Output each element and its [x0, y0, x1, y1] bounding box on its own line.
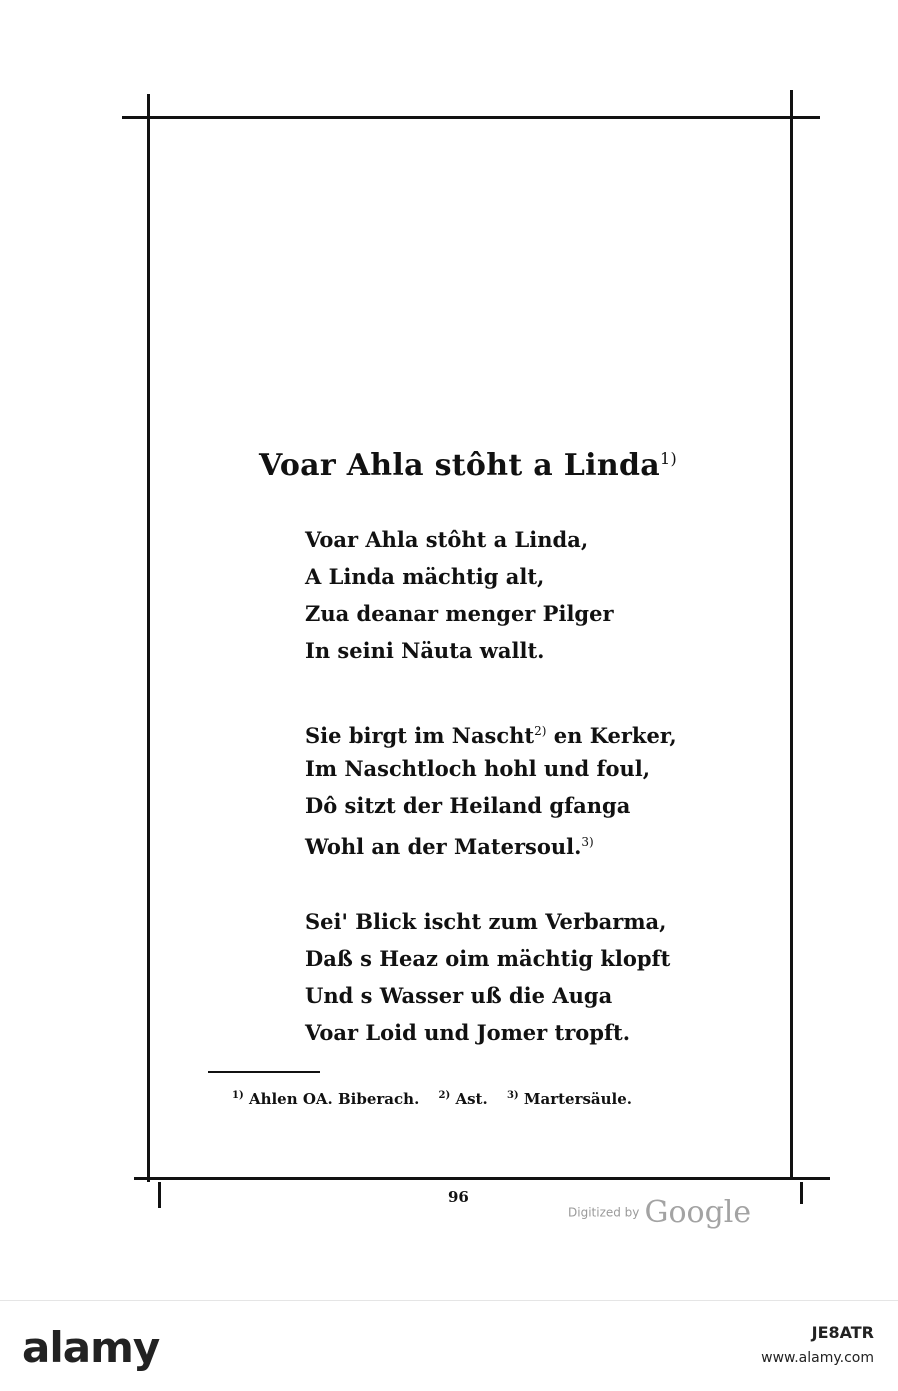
frame-bottom-rule: [134, 1177, 830, 1180]
stanza-3: [305, 903, 705, 1051]
verse-line: [305, 977, 705, 1014]
verse-text: Wohl an der Matersoul.: [305, 834, 582, 859]
digitized-watermark: [568, 1195, 751, 1230]
footnote-ref-2: 2): [534, 724, 547, 738]
footnote-mark: 3): [506, 1090, 519, 1101]
verse-line: [305, 521, 705, 558]
verse-line: [305, 713, 705, 750]
verse-line: [305, 787, 705, 824]
footnote-mark: 2): [438, 1090, 451, 1101]
digitized-prefix: Digitized by: [568, 1205, 640, 1220]
footnote-text: Ast.: [455, 1090, 488, 1108]
stanza-1: [305, 521, 705, 669]
footnote-text: Martersäule.: [523, 1090, 633, 1108]
verse-text: Im Naschtloch hohl und foul,: [305, 756, 651, 781]
verse-text: In seini Näuta wallt.: [305, 638, 545, 663]
stock-logo: alamy: [22, 1323, 160, 1372]
verse-line: [305, 824, 705, 861]
stock-id-block: [761, 1323, 874, 1366]
frame-left-rule: [147, 94, 150, 1182]
verse-line: [305, 903, 705, 940]
verse-line: [305, 595, 705, 632]
footnotes: [232, 1090, 692, 1108]
frame-left-tick: [158, 1182, 161, 1208]
footnote-ref-3: 3): [581, 835, 594, 849]
verse-text-continued: en Kerker,: [546, 723, 677, 748]
frame-right-rule: [790, 90, 793, 1180]
verse-line: [305, 558, 705, 595]
verse-text: Zua deanar menger Pilger: [305, 601, 614, 626]
verse-text: Und s Wasser uß die Auga: [305, 983, 613, 1008]
frame-right-tick: [800, 1182, 803, 1204]
poem-title: [259, 448, 719, 483]
stanza-2: [305, 713, 705, 861]
footnote-text: Ahlen OA. Biberach.: [248, 1090, 420, 1108]
poem-title-note: 1): [659, 449, 677, 468]
stock-footer-bar: [0, 1300, 898, 1391]
digitized-brand: Google: [644, 1195, 752, 1230]
verse-text: A Linda mächtig alt,: [305, 564, 545, 589]
stock-url: www.alamy.com: [761, 1350, 874, 1366]
verse-text: Daß s Heaz oim mächtig klopft: [305, 946, 671, 971]
verse-text: Dô sitzt der Heiland gfanga: [305, 793, 631, 818]
verse-text: Voar Loid und Jomer tropft.: [305, 1020, 631, 1045]
stock-image-id: JE8ATR: [811, 1323, 874, 1342]
frame-top-rule: [122, 116, 820, 119]
verse-line: [305, 940, 705, 977]
footnote-mark: 1): [232, 1090, 244, 1101]
verse-line: [305, 632, 705, 669]
page-number: 96: [448, 1188, 469, 1206]
verse-text: Voar Ahla stôht a Linda,: [305, 527, 589, 552]
verse-line: [305, 1014, 705, 1051]
verse-text: Sei' Blick ischt zum Verbarma,: [305, 909, 667, 934]
poem-title-text: Voar Ahla stôht a Linda: [259, 448, 660, 483]
footnote-separator: [208, 1071, 320, 1073]
verse-text: Sie birgt im Nascht: [305, 723, 535, 748]
verse-line: [305, 750, 705, 787]
